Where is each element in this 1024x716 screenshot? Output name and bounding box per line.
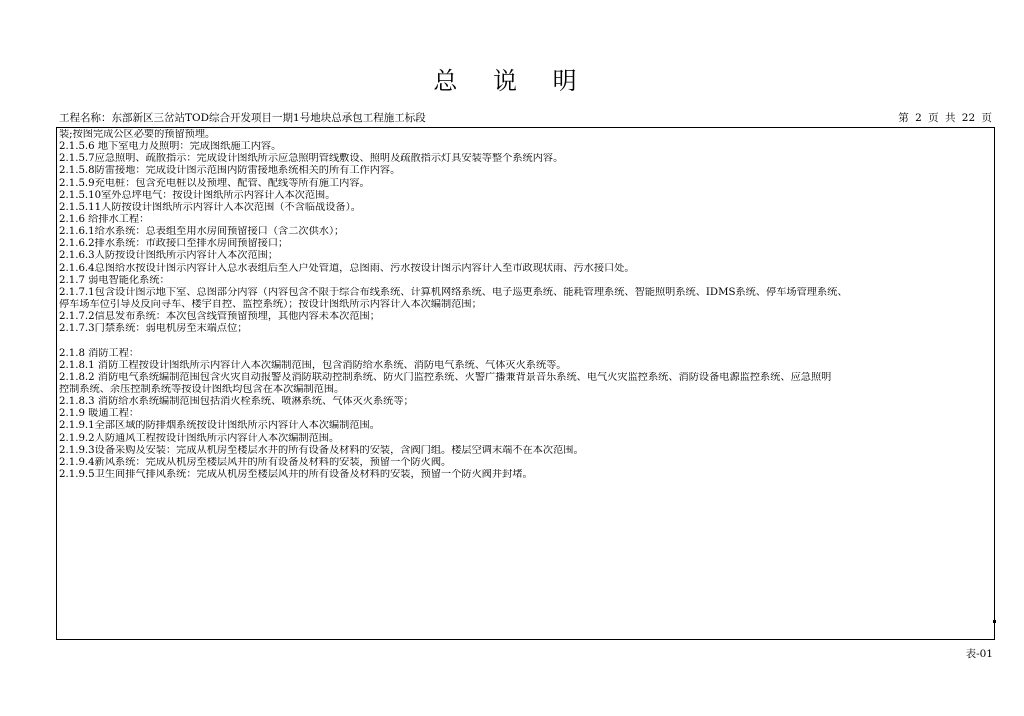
content-text-block	[59, 129, 992, 481]
content-line: 2.1.5.10室外总坪电气：按设计图纸所示内容计入本次范围。	[59, 189, 336, 201]
content-line: 2.1.8 消防工程：	[59, 347, 140, 359]
content-line: 停车场车位引导及反向寻车、楼宇自控、监控系统）；按设计图纸所示内容计入本次编制范围；	[59, 298, 482, 310]
content-line: 2.1.9.1全部区域的防排烟系统按设计图纸所示内容计入本次编制范围。	[59, 420, 380, 432]
content-line: 2.1.5.11人防按设计图纸所示内容计入本次范围（不含临战设备）。	[59, 201, 361, 213]
project-name: 工程名称：东部新区三岔站TOD综合开发项目一期1号地块总承包工程施工标段	[59, 112, 426, 124]
content-line: 2.1.6.4总图给水按设计图示内容计入总水表组后至入户处管道，总图雨、污水按设计图示内容计入至市政现状雨、污水接口处。	[59, 262, 635, 274]
document-title: 总 说 明	[433, 67, 591, 95]
content-line: 2.1.6 给排水工程：	[59, 213, 150, 225]
content-line: 2.1.8.2 消防电气系统编制范围包含火灾自动报警及消防联动控制系统、防火门监控系统、火警广播兼背景音乐系统、电气火灾监控系统、消防设备电源监控系统、应急照明	[59, 371, 832, 383]
sheet-code: 表-01	[965, 648, 993, 660]
content-line: 2.1.9.5卫生间排气排风系统：完成从机房至楼层风井的所有设备及材料的安装，预留一个防火阀并封堵。	[59, 468, 533, 480]
content-line: 控制系统、余压控制系统等按设计图纸均包含在本次编制范围。	[59, 383, 345, 395]
content-line: 2.1.5.9充电桩：包含充电桩以及预埋、配管、配线等所有施工内容。	[59, 177, 370, 189]
content-line: 2.1.6.3人防按设计图纸所示内容计入本次范围；	[59, 250, 279, 262]
content-line: 2.1.7 弱电智能化系统：	[59, 274, 170, 286]
content-line: 2.1.8.3 消防给水系统编制范围包括消火栓系统、喷淋系统、气体灭火系统等；	[59, 396, 414, 408]
blank-line	[59, 335, 992, 347]
content-line: 2.1.9.3设备采购及安装：完成从机房至楼层水井的所有设备及材料的安装，含阀门组。楼层空调末端不在本次范围。	[59, 444, 584, 456]
border-mark	[993, 620, 996, 623]
content-line: 2.1.6.2排水系统：市政接口至排水房间预留接口；	[59, 238, 289, 250]
content-line: 装;按图完成公区必要的预留预埋。	[59, 129, 216, 140]
content-line: 2.1.7.3门禁系统：弱电机房至末端点位；	[59, 323, 248, 335]
content-line: 2.1.9.4新风系统：完成从机房至楼层风井的所有设备及材料的安装，预留一个防火阀。	[59, 456, 452, 468]
content-line: 2.1.6.1给水系统：总表组至用水房间预留接口（含二次供水）；	[59, 226, 345, 238]
content-line: 2.1.7.1包含设计图示地下室、总图部分内容（内容包含不限于综合布线系统、计算机网络系统、电子巡更系统、能耗管理系统、智能照明系统、IDMS系统、停车场管理系统、	[59, 286, 848, 298]
content-box	[56, 127, 995, 640]
content-line: 2.1.7.2信息发布系统：本次包含线管预留预埋，其他内容未本次范围；	[59, 311, 380, 323]
page-count: 第 2 页 共 22 页	[898, 112, 992, 124]
content-line: 2.1.9 暖通工程：	[59, 408, 140, 420]
content-line: 2.1.5.6 地下室电力及照明：完成图纸施工内容。	[59, 141, 282, 153]
content-line: 2.1.9.2人防通风工程按设计图纸所示内容计入本次编制范围。	[59, 432, 340, 444]
content-line: 2.1.5.7应急照明、疏散指示：完成设计图纸所示应急照明管线敷设、照明及疏散指示灯具安装等整个系统内容。	[59, 153, 564, 165]
content-line: 2.1.5.8防雷接地：完成设计图示范围内防雷接地系统相关的所有工作内容。	[59, 165, 401, 177]
content-line: 2.1.8.1 消防工程按设计图纸所示内容计入本次编制范围，包含消防给水系统、消防电气系统、气体灭火系统等。	[59, 359, 567, 371]
